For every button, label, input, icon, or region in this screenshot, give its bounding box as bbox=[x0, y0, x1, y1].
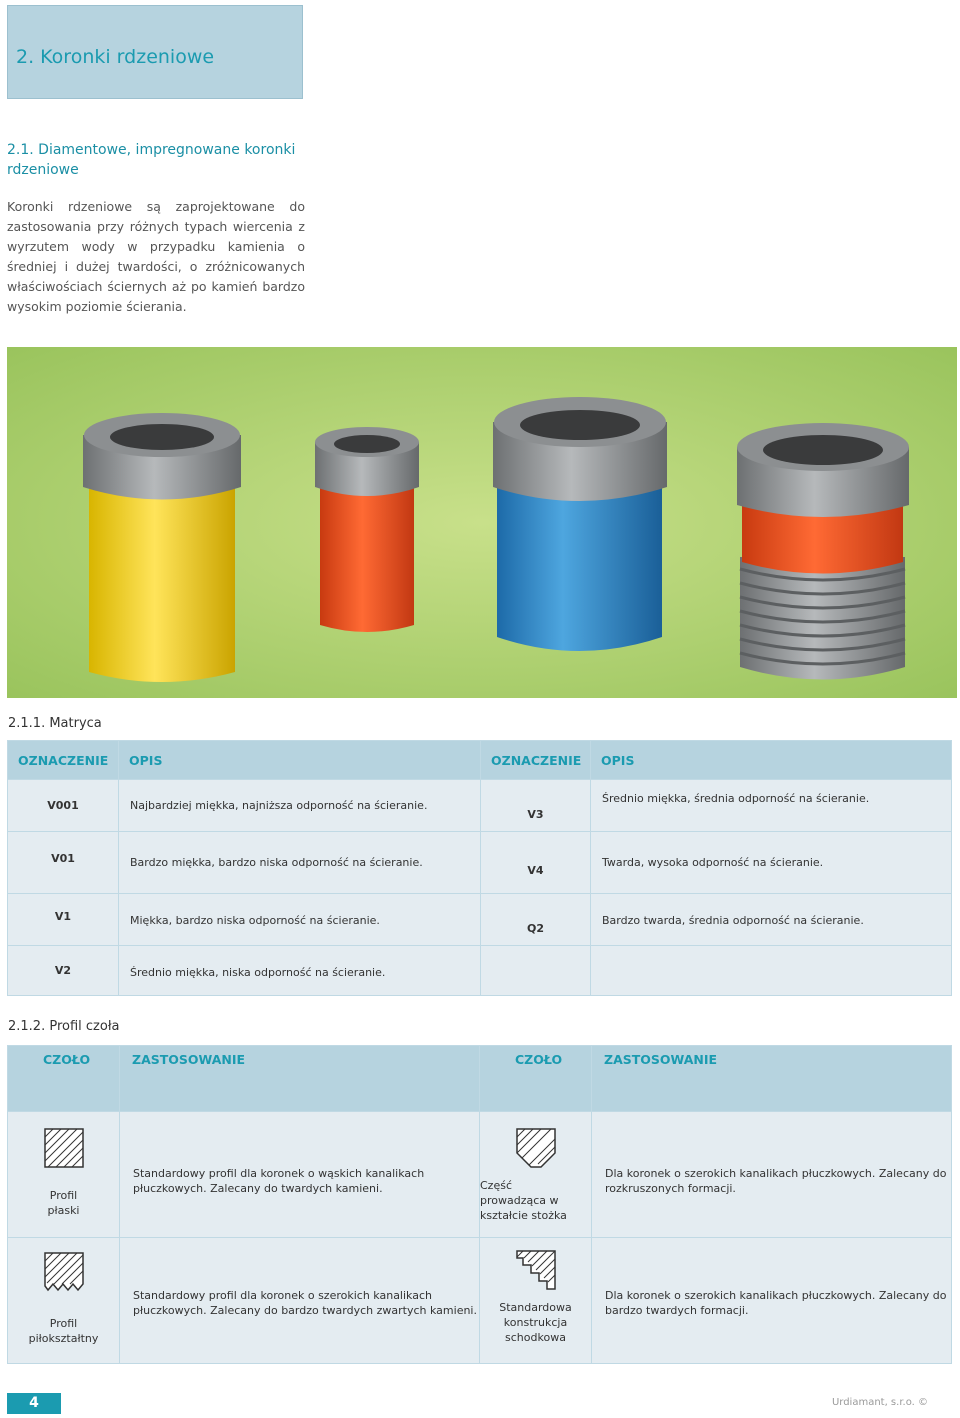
core-bit-yellow bbox=[83, 413, 241, 682]
flat-profile-icon bbox=[44, 1128, 84, 1168]
matrix-code: V01 bbox=[8, 832, 119, 894]
face-cone-cell bbox=[480, 1112, 592, 1238]
saw-profile-icon bbox=[44, 1252, 84, 1292]
application-text: rozkruszonych formacji. bbox=[605, 1182, 736, 1195]
face-application bbox=[120, 1238, 480, 1364]
face-name: Standardowa bbox=[499, 1301, 572, 1314]
face-saw-cell bbox=[8, 1238, 120, 1364]
matrix-desc: Średnio miękka, średnia odporność na ścieranie. bbox=[591, 780, 952, 832]
matrix-code: V001 bbox=[8, 780, 119, 832]
matrix-desc: Miękka, bardzo niska odporność na ścieranie. bbox=[119, 894, 481, 946]
header-opis: OPIS bbox=[591, 741, 952, 780]
header-opis: OPIS bbox=[119, 741, 481, 780]
chapter-header bbox=[7, 5, 303, 99]
cone-profile-icon bbox=[516, 1128, 556, 1168]
face-name: Część bbox=[480, 1179, 513, 1192]
footer-brand: Urdiamant, s.r.o. © bbox=[831, 1397, 928, 1408]
chapter-title: 2. Koronki rdzeniowe bbox=[16, 46, 215, 68]
face-flat-cell bbox=[8, 1112, 120, 1238]
application-text: Dla koronek o szerokich kanalikach płuczkowych. Zalecany do bbox=[605, 1167, 947, 1180]
face-application bbox=[592, 1112, 952, 1238]
application-text: Dla koronek o szerokich kanalikach płuczkowych. Zalecany do bbox=[605, 1289, 947, 1302]
header-zastosowanie: ZASTOSOWANIE bbox=[120, 1046, 480, 1112]
face-name: Profil bbox=[49, 1317, 78, 1330]
profile-table bbox=[7, 1045, 952, 1364]
page-number: 4 bbox=[7, 1393, 61, 1414]
face-step-cell bbox=[480, 1238, 592, 1364]
face-name: konstrukcja bbox=[503, 1316, 568, 1329]
matrix-code: Q2 bbox=[481, 894, 591, 946]
face-application bbox=[592, 1238, 952, 1364]
face-name: kształcie stożka bbox=[480, 1209, 567, 1222]
face-name: Profil bbox=[49, 1189, 78, 1202]
matrix-desc: Średnio miękka, niska odporność na ścieranie. bbox=[119, 946, 481, 996]
matrix-code: V1 bbox=[8, 894, 119, 946]
matrix-label: 2.1.1. Matryca bbox=[8, 716, 102, 731]
header-oznaczenie: OZNACZENIE bbox=[481, 741, 591, 780]
face-name: piłokształtny bbox=[28, 1332, 99, 1345]
core-bits-photo bbox=[7, 347, 957, 698]
face-application bbox=[120, 1112, 480, 1238]
profile-label: 2.1.2. Profil czoła bbox=[8, 1019, 120, 1034]
matrix-code: V4 bbox=[481, 832, 591, 894]
face-name: schodkowa bbox=[505, 1331, 566, 1344]
core-bit-threaded bbox=[737, 423, 909, 680]
application-text: płuczkowych. Zalecany do bardzo twardych zwartych kamieni. bbox=[133, 1304, 477, 1317]
matrix-desc: Najbardziej miękka, najniższa odporność na ścieranie. bbox=[119, 780, 481, 832]
core-bit-blue bbox=[493, 397, 667, 651]
matrix-desc: Bardzo twarda, średnia odporność na ścieranie. bbox=[591, 894, 952, 946]
step-profile-icon bbox=[516, 1250, 556, 1290]
section-title: 2.1. Diamentowe, impregnowane koronki rdzeniowe bbox=[7, 142, 296, 178]
matrix-code: V3 bbox=[481, 780, 591, 832]
face-name: prowadząca w bbox=[480, 1194, 559, 1207]
header-oznaczenie: OZNACZENIE bbox=[8, 741, 119, 780]
matrix-desc: Bardzo miękka, bardzo niska odporność na ścieranie. bbox=[119, 832, 481, 894]
core-bit-orange bbox=[315, 427, 419, 632]
application-text: Standardowy profil dla koronek o szerokich kanalikach bbox=[133, 1289, 432, 1302]
matrix-desc: Twarda, wysoka odporność na ścieranie. bbox=[591, 832, 952, 894]
application-text: Standardowy profil dla koronek o wąskich kanalikach bbox=[133, 1167, 425, 1180]
header-zastosowanie: ZASTOSOWANIE bbox=[592, 1046, 952, 1112]
matrix-table bbox=[7, 740, 952, 996]
intro-paragraph: Koronki rdzeniowe są zaprojektowane do zastosowania przy różnych typach wiercenia z wyrzutem wody w przypadku kamienia o średniej i dużej twardości, o zróżnicowanych właściwościach ściernych aż po kamień bardzo wysokim poziomie ścierania. bbox=[7, 199, 305, 314]
header-czolo: CZOŁO bbox=[8, 1046, 120, 1112]
matrix-code: V2 bbox=[8, 946, 119, 996]
header-czolo: CZOŁO bbox=[480, 1046, 592, 1112]
application-text: płuczkowych. Zalecany do twardych kamieni. bbox=[133, 1182, 383, 1195]
face-name: płaski bbox=[47, 1204, 80, 1217]
application-text: bardzo twardych formacji. bbox=[605, 1304, 749, 1317]
